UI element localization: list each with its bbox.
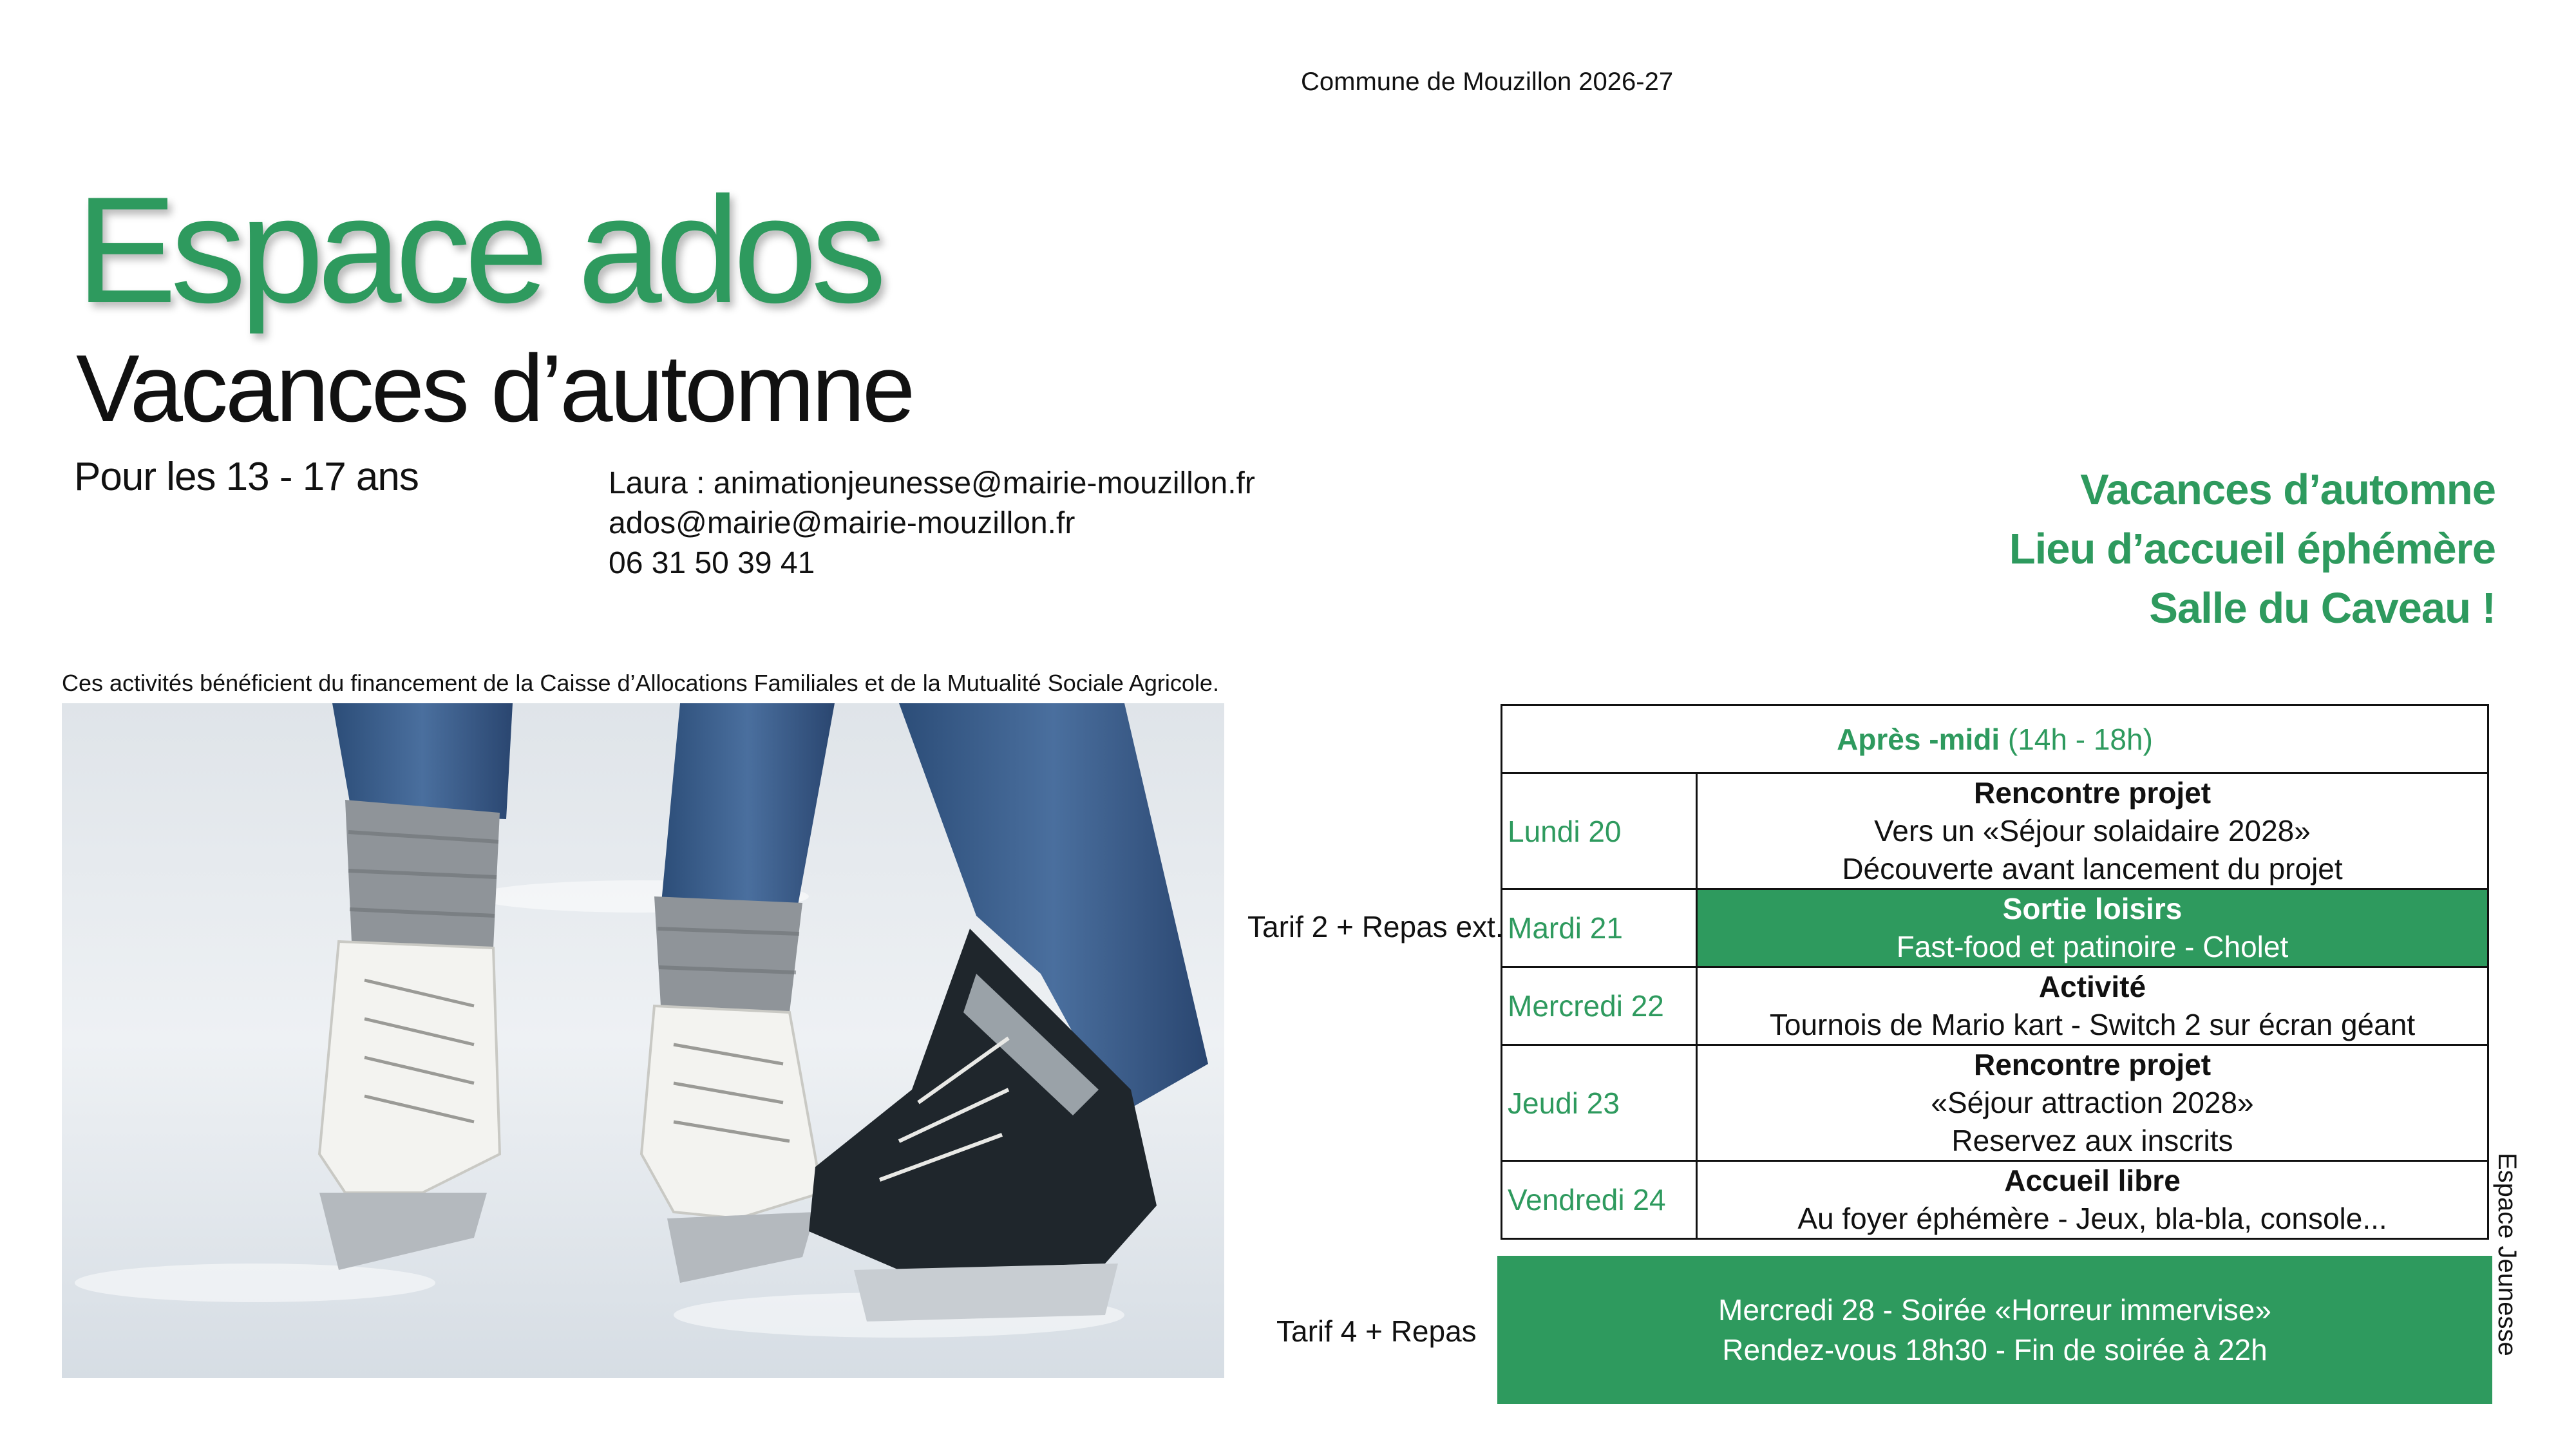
activity-title: Activité xyxy=(2038,970,2146,1003)
page-subtitle: Vacances d’automne xyxy=(76,336,913,442)
tarif-mardi-label: Tarif 2 + Repas ext. xyxy=(1247,910,1504,943)
activity-title: Rencontre projet xyxy=(1973,776,2211,810)
ice-skates-photo xyxy=(62,703,1224,1378)
activity-line: Découverte avant lancement du projet xyxy=(1842,852,2343,886)
schedule-header xyxy=(1502,705,2488,773)
activity-line: Fast-food et patinoire - Cholet xyxy=(1896,930,2289,963)
activity-cell xyxy=(1697,1045,2488,1161)
activity-line: «Séjour attraction 2028» xyxy=(1931,1086,2254,1119)
activity-title: Accueil libre xyxy=(2004,1164,2181,1197)
commune-header: Commune de Mouzillon 2026-27 xyxy=(1301,68,1674,96)
page-title: Espace ados xyxy=(76,165,880,334)
contact-block xyxy=(609,464,1255,583)
day-cell: Vendredi 24 xyxy=(1502,1161,1697,1239)
financement-note: Ces activités bénéficient du financement de la Caisse d’Allocations Familiales et de la Mutualité Sociale Agricole. xyxy=(62,670,1219,696)
table-row xyxy=(1502,1045,2488,1161)
age-range: Pour les 13 - 17 ans xyxy=(74,455,419,499)
schedule-header-period: Après -midi xyxy=(1837,722,2000,756)
activity-cell xyxy=(1697,967,2488,1045)
table-row xyxy=(1502,889,2488,967)
day-cell: Mardi 21 xyxy=(1502,889,1697,967)
activity-cell xyxy=(1697,1161,2488,1239)
side-label: Espace Jeunesse xyxy=(2493,1153,2521,1356)
table-row xyxy=(1502,1161,2488,1239)
soiree-banner xyxy=(1497,1256,2492,1404)
schedule-header-time: (14h - 18h) xyxy=(2000,722,2153,756)
info-line-1: Vacances d’automne xyxy=(2080,466,2496,514)
activity-line: Reservez aux inscrits xyxy=(1951,1124,2233,1157)
activity-line: Au foyer éphémère - Jeux, bla-bla, console... xyxy=(1797,1202,2387,1235)
table-row xyxy=(1502,773,2488,889)
contact-phone[interactable]: 06 31 50 39 41 xyxy=(609,546,815,580)
contact-ados-email[interactable]: ados@mairie@mairie-mouzillon.fr xyxy=(609,506,1075,540)
soiree-line-2: Rendez-vous 18h30 - Fin de soirée à 22h xyxy=(1722,1333,2268,1367)
day-cell: Jeudi 23 xyxy=(1502,1045,1697,1161)
info-line-2: Lieu d’accueil éphémère xyxy=(2009,525,2496,573)
table-row xyxy=(1502,967,2488,1045)
day-cell: Lundi 20 xyxy=(1502,773,1697,889)
day-cell: Mercredi 22 xyxy=(1502,967,1697,1045)
activity-cell xyxy=(1697,773,2488,889)
info-line-3: Salle du Caveau ! xyxy=(2149,584,2496,632)
schedule-table xyxy=(1501,704,2489,1240)
contact-laura[interactable]: Laura : animationjeunesse@mairie-mouzillon.fr xyxy=(609,466,1255,500)
activity-title: Sortie loisirs xyxy=(2002,892,2183,925)
activity-cell xyxy=(1697,889,2488,967)
activity-line: Tournois de Mario kart - Switch 2 sur écran géant xyxy=(1769,1008,2416,1041)
info-box xyxy=(2009,460,2496,638)
activity-title: Rencontre projet xyxy=(1973,1048,2211,1081)
tarif-soiree-label: Tarif 4 + Repas xyxy=(1276,1314,1477,1348)
activity-line: Vers un «Séjour solaidaire 2028» xyxy=(1874,814,2311,848)
soiree-line-1: Mercredi 28 - Soirée «Horreur immervise» xyxy=(1718,1293,2271,1327)
